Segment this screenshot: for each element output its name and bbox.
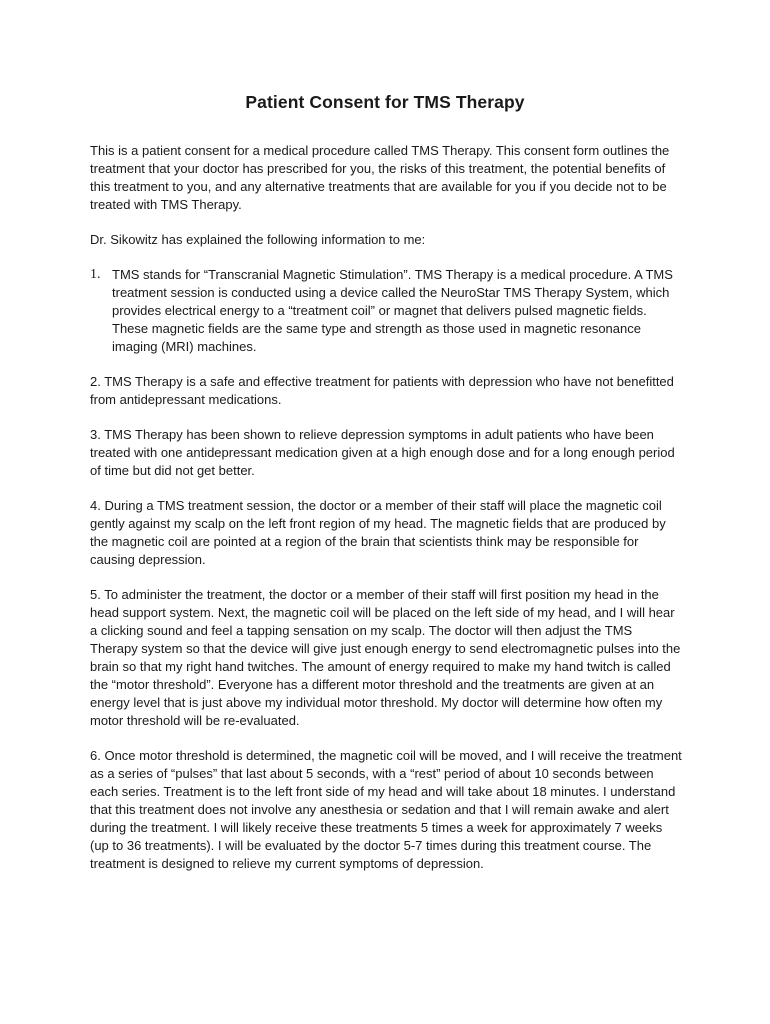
list-item-3: 3. TMS Therapy has been shown to relieve depression symptoms in adult patients who have been treated with one antidepressant medication given at a high enough dose and for a long enough period of time but did not get better. <box>90 427 675 478</box>
document-body <box>90 142 682 890</box>
explained-line: Dr. Sikowitz has explained the following information to me: <box>90 232 426 247</box>
list-item-1-number: 1. <box>90 267 101 282</box>
list-item-1 <box>90 266 682 356</box>
document-title: Patient Consent for TMS Therapy <box>245 92 525 112</box>
list-item-2: 2. TMS Therapy is a safe and effective treatment for patients with depression who have not benefitted from antidepressant medications. <box>90 374 674 407</box>
list-item-1-text: TMS stands for “Transcranial Magnetic Stimulation”. TMS Therapy is a medical procedure. A TMS treatment session is conducted using a device called the NeuroStar TMS Therapy System, which provides electrical energy to a “treatment coil” or magnet that delivers pulsed magnetic fields. These magnetic fields are the same type and strength as those used in magnetic resonance imaging (MRI) machines. <box>112 267 673 354</box>
list-item-4: 4. During a TMS treatment session, the doctor or a member of their staff will place the magnetic coil gently against my scalp on the left front region of my head. The magnetic fields that are produced by the magnetic coil are pointed at a region of the brain that scientists think may be responsible for causing depression. <box>90 498 666 567</box>
list-item-5: 5. To administer the treatment, the doctor or a member of their staff will first position my head in the head support system. Next, the magnetic coil will be placed on the left side of my head, and I will hear a clicking sound and feel a tapping sensation on my scalp. The doctor will then adjust the TMS Therapy system so that the device will give just enough energy to send electromagnetic pulses into the brain so that my right hand twitches. The amount of energy required to make my hand twitch is called the “motor threshold”. Everyone has a different motor threshold and the treatments are given at an energy level that is just above my individual motor threshold. My doctor will determine how often my motor threshold will be re-evaluated. <box>90 587 681 728</box>
intro-paragraph: This is a patient consent for a medical procedure called TMS Therapy. This consent form outlines the treatment that your doctor has prescribed for you, the risks of this treatment, the potential benefits of this treatment to you, and any alternative treatments that are available for you if you decide not to be treated with TMS Therapy. <box>90 143 670 212</box>
list-item-6: 6. Once motor threshold is determined, the magnetic coil will be moved, and I will receive the treatment as a series of “pulses” that last about 5 seconds, with a “rest” period of about 10 seconds between each series. Treatment is to the left front side of my head and will take about 18 minutes. I understand that this treatment does not involve any anesthesia or sedation and that I will remain awake and alert during the treatment. I will likely receive these treatments 5 times a week for approximately 7 weeks (up to 36 treatments). I will be evaluated by the doctor 5-7 times during this treatment course. The treatment is designed to relieve my current symptoms of depression. <box>90 748 682 871</box>
